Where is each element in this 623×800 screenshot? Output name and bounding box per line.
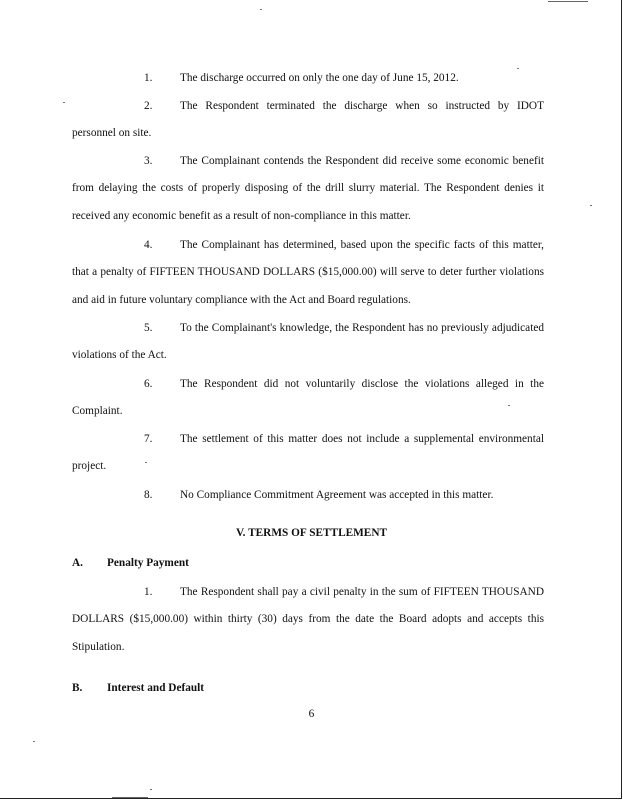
- paragraph-6: [72, 371, 544, 426]
- paragraph-1: [72, 65, 544, 92]
- paragraph-3: [72, 148, 544, 230]
- paragraph-number: 1.: [144, 586, 153, 598]
- section-heading: V. TERMS OF SETTLEMENT: [235, 527, 388, 539]
- paragraph-number: 1.: [144, 72, 153, 84]
- scan-speck: [33, 741, 35, 742]
- paragraph-number: 4.: [144, 239, 153, 251]
- paragraph-number: 2.: [144, 100, 153, 112]
- paragraph-text: The Complainant has determined, based upon the specific facts of this matter, that a penalty of FIFTEEN THOUSAND DOLLARS ($15,000.00) will serve to deter further violations and aid in future voluntary compliance with the Act and Board regulations.: [72, 239, 544, 306]
- paragraph-7: [72, 426, 544, 481]
- paragraph-text: The Respondent shall pay a civil penalty in the sum of FIFTEEN THOUSAND DOLLARS ($15,000.00) within thirty (30) days from the date the Board adopts and accepts this Stipulation.: [72, 586, 544, 653]
- paragraph-number: 8.: [144, 489, 153, 501]
- scan-mark: [548, 1, 588, 2]
- paragraph-number: 6.: [144, 378, 153, 390]
- scan-speck: [260, 9, 262, 10]
- page-number: 6: [308, 708, 315, 720]
- scan-speck: [508, 405, 510, 406]
- subsection-title: Interest and Default: [107, 682, 205, 694]
- scan-speck: [590, 205, 592, 206]
- subsection-letter: A.: [72, 557, 83, 569]
- paragraph-text: The discharge occurred on only the one day of June 15, 2012.: [180, 72, 459, 84]
- scan-mark: [112, 797, 148, 798]
- paragraph-text: The Respondent terminated the discharge when so instructed by IDOT personnel on site.: [72, 100, 544, 140]
- scan-speck: [63, 102, 65, 103]
- paragraph-8: [72, 482, 544, 509]
- paragraph-text: The settlement of this matter does not include a supplemental environmental project.: [72, 433, 544, 473]
- subsection-heading-a: [72, 557, 189, 569]
- subsection-title: Penalty Payment: [107, 557, 189, 569]
- paragraph-a1: [72, 579, 544, 661]
- paragraph-number: 5.: [144, 322, 153, 334]
- paragraph-text: The Complainant contends the Respondent did receive some economic benefit from delaying the costs of properly disposing of the drill slurry material. The Respondent denies it received any economic benefit as a result of non-compliance in this matter.: [72, 155, 544, 222]
- scan-speck: [145, 462, 147, 463]
- paragraph-2: [72, 93, 544, 148]
- subsection-heading-b: [72, 682, 204, 694]
- scan-speck: [517, 68, 519, 69]
- paragraph-5: [72, 315, 544, 370]
- scan-speck: [150, 789, 152, 790]
- paragraph-text: No Compliance Commitment Agreement was accepted in this matter.: [180, 489, 494, 501]
- subsection-letter: B.: [72, 682, 83, 694]
- paragraph-number: 3.: [144, 155, 153, 167]
- paragraph-4: [72, 232, 544, 314]
- paragraph-text: The Respondent did not voluntarily disclose the violations alleged in the Complaint.: [72, 378, 544, 418]
- paragraph-number: 7.: [144, 433, 153, 445]
- paragraph-text: To the Complainant's knowledge, the Respondent has no previously adjudicated violations of the Act.: [72, 322, 544, 362]
